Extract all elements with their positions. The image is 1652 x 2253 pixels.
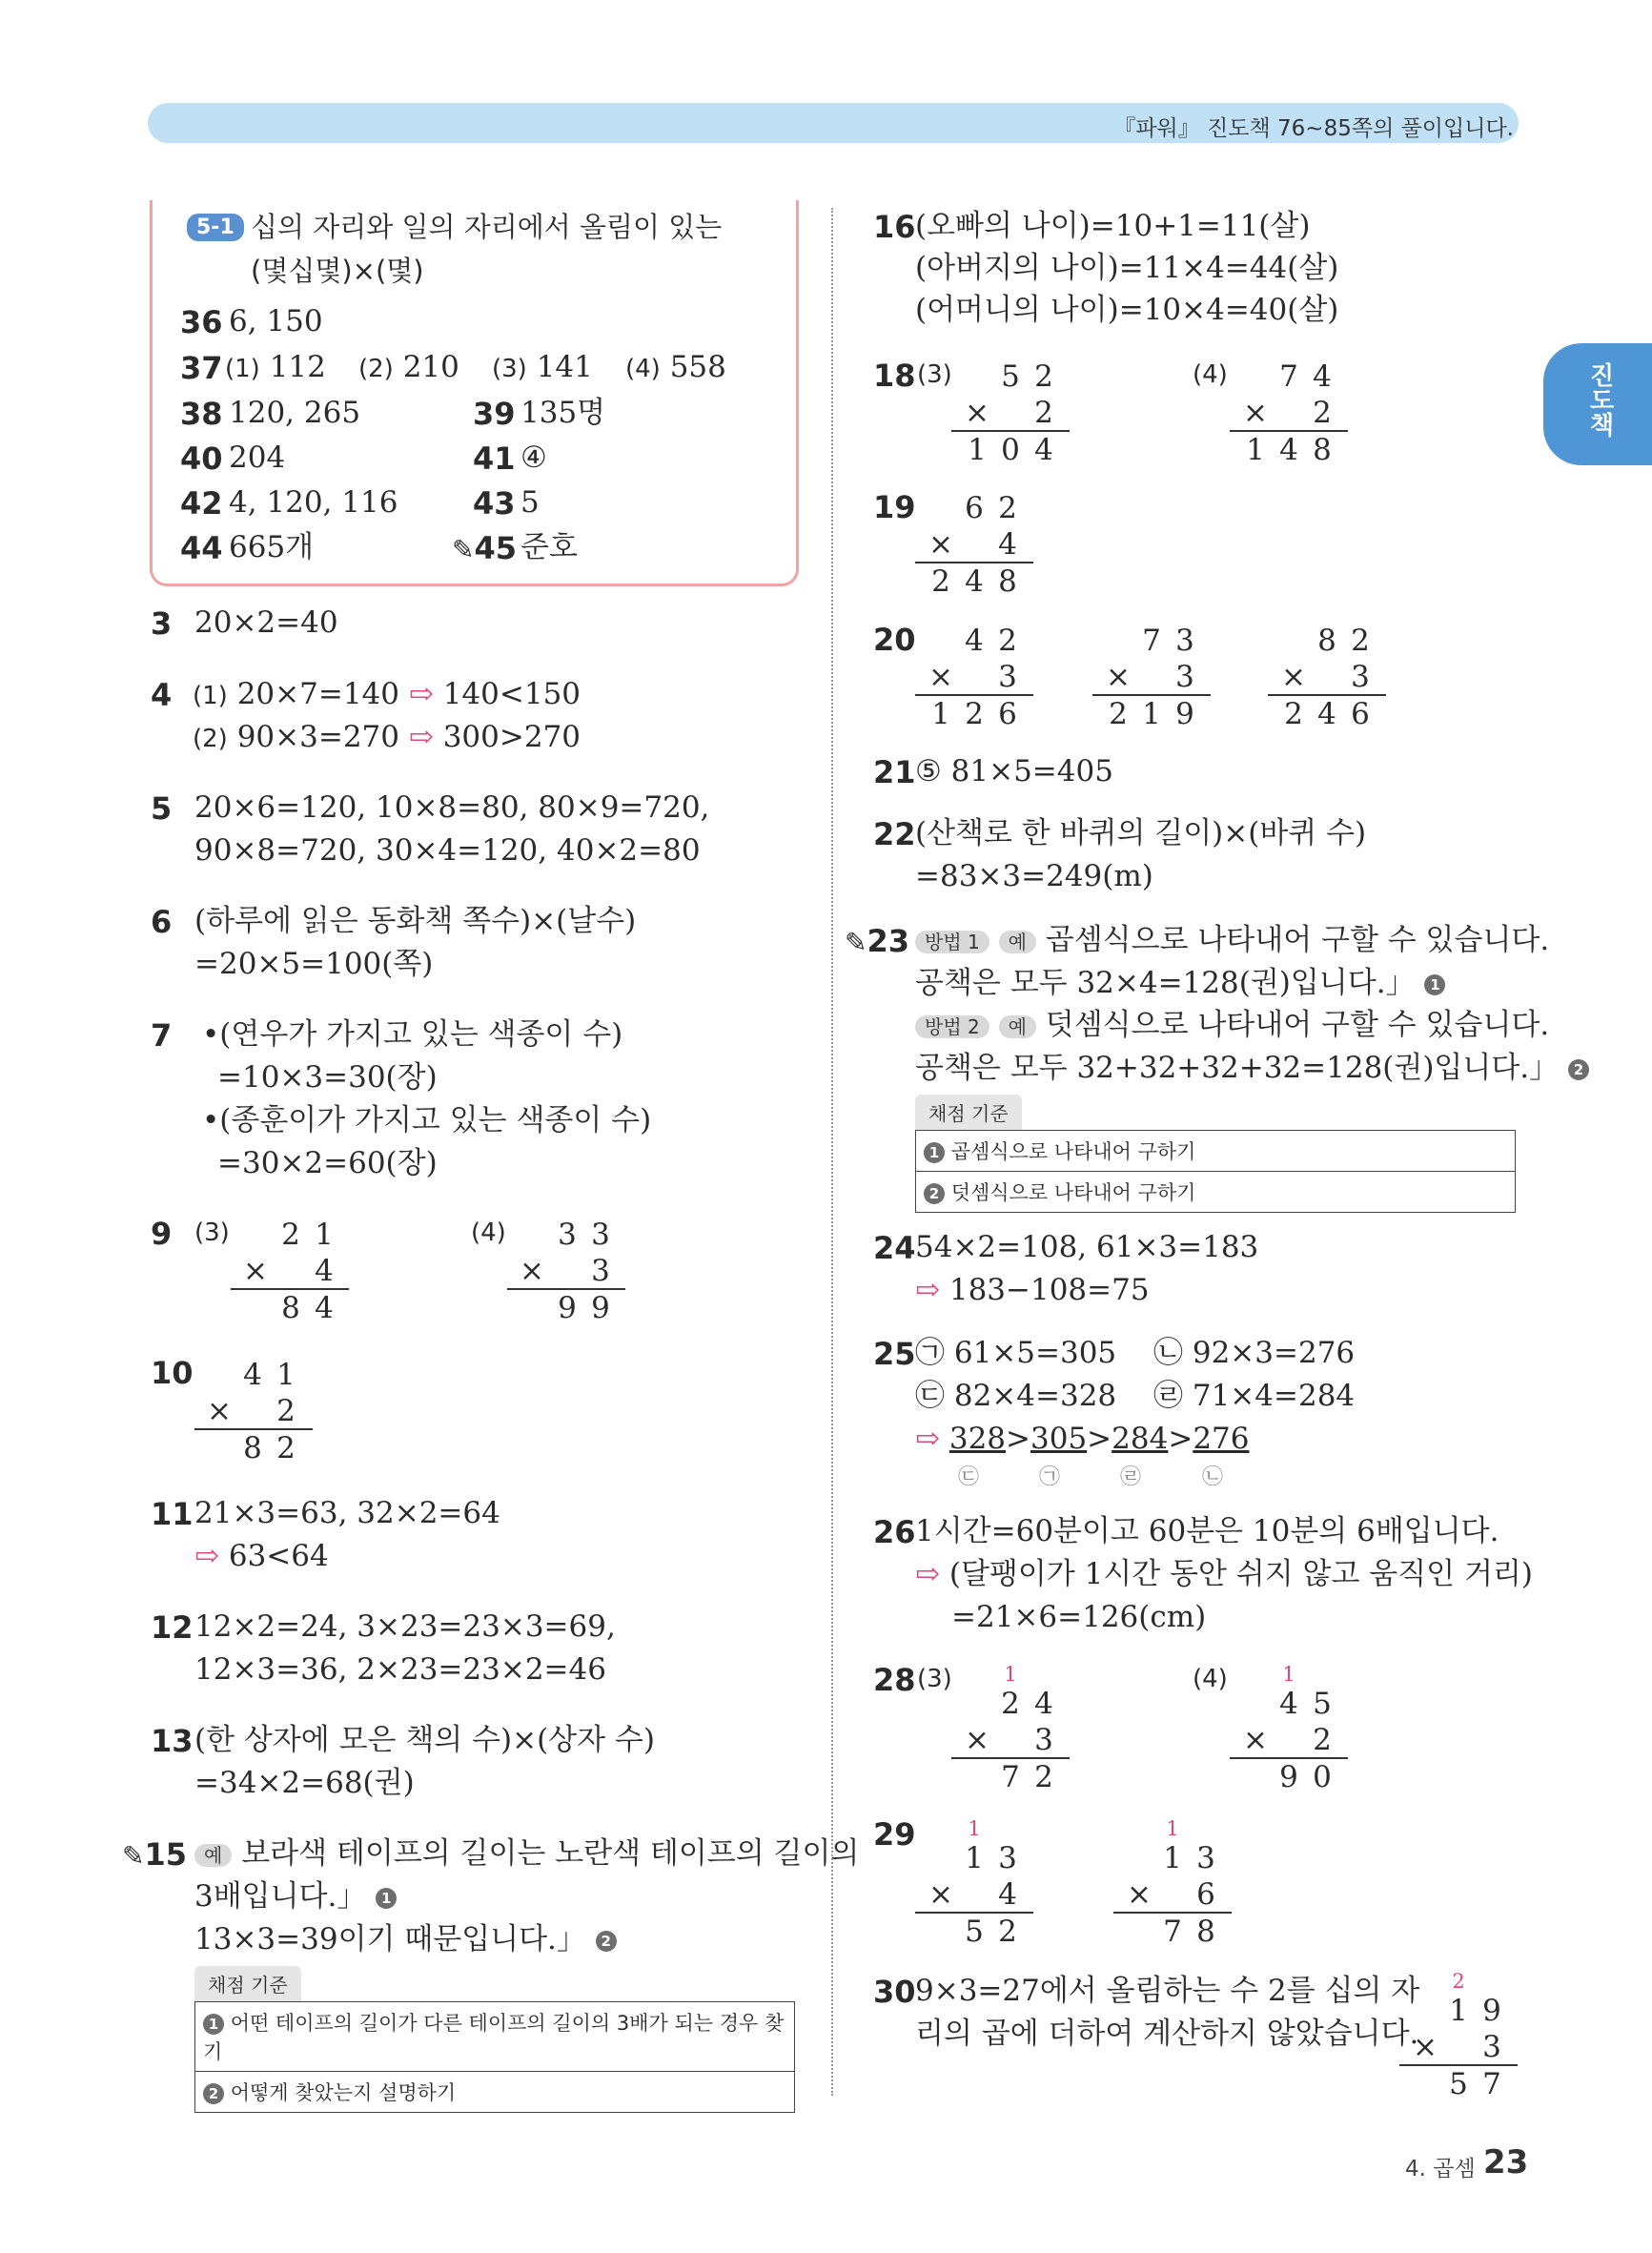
q30-m: 3 [1482,2030,1501,2064]
q29b-r1: 7 [1163,1915,1182,1949]
q28b-t1: 4 [1279,1687,1298,1721]
q15-line1: 예 보라색 테이프의 길이는 노란색 테이프의 길이의 [194,1839,859,1869]
q25-b: ㉡ 92×3=276 [1153,1336,1356,1370]
q20b-r1: 1 [1142,697,1161,731]
q20b-t2: 3 [1175,624,1194,658]
q25-key1: ㉢ [958,1465,980,1489]
q28a-rule [951,1757,1070,1759]
q30-r1: 5 [1449,2067,1468,2101]
q22-line2: =83×3=249(m) [915,859,1153,893]
q30-op: × [1413,2030,1438,2064]
q11-num: 11 [151,1496,194,1532]
q28b-t2: 5 [1313,1687,1332,1721]
q25-order: ⇨ 328>305>284>276 [915,1422,1250,1456]
q7-line4: =30×2=60(장) [217,1146,438,1180]
q37-p3: (3) [492,355,527,383]
q9b-r1: 9 [558,1291,577,1325]
q18b-r0: 1 [1246,433,1265,467]
arrow-icon: ⇨ [915,1422,940,1456]
pen-icon: ✎ [122,1840,145,1872]
q20a-op: × [928,660,953,694]
q18b-rule [1230,430,1348,432]
criteria-row-1: 1 어떤 테이프의 길이가 다른 테이프의 길이의 3배가 되는 경우 찾기 [195,2002,795,2072]
pen-icon: ✎ [845,927,867,958]
q29-num: 29 [873,1816,916,1853]
q21-num: 21 [873,754,916,790]
q29b-t1: 1 [1163,1841,1182,1875]
q23-line4: 공책은 모두 32+32+32+32=128(권)입니다.」 2 [915,1054,1589,1083]
q20c-m: 3 [1351,660,1370,694]
criterion-1-icon: 1 [1424,974,1445,995]
criteria-title: 채점 기준 [915,1095,1022,1130]
q13-num: 13 [151,1723,194,1759]
q28a-carry: 1 [1004,1663,1017,1686]
box-badge: 5-1 [187,214,244,241]
q19-rule [915,562,1033,563]
q12-num: 12 [151,1609,194,1646]
box-title-2: (몇십몇)×(몇) [251,255,424,287]
q10-op: × [207,1394,232,1428]
q24-line1: 54×2=108, 61×3=183 [915,1230,1259,1264]
q9-p3: (3) [194,1219,230,1247]
q20b-op: × [1106,660,1131,694]
q7-line2: =10×3=30(장) [217,1060,438,1095]
q20c-rule [1268,694,1386,696]
q36-num: 36 [180,304,223,340]
q15-line2: 3배입니다.」 1 [194,1882,397,1912]
q20c-r0: 2 [1284,697,1303,731]
q28b-carry: 1 [1282,1663,1295,1686]
q22-line1: (산책로 한 바퀴의 길이)×(바퀴 수) [915,816,1367,850]
q28a-t1: 2 [1001,1687,1020,1721]
q10-t1: 4 [243,1358,262,1392]
q19-r1: 4 [965,564,984,599]
criterion-2-icon: 2 [596,1931,617,1952]
q30-carry: 2 [1452,1970,1465,1993]
q23-num: ✎23 [845,923,909,959]
side-tab-label: 진도책 [1585,362,1614,437]
criteria-row-2: 2 덧셈식으로 나타내어 구하기 [916,1172,1516,1213]
q28b-rule [1230,1757,1348,1759]
q30-t2: 9 [1482,1994,1501,2028]
q28a-op: × [965,1723,989,1757]
q20b-t1: 7 [1142,624,1161,658]
q37-a2: 210 [402,350,459,384]
q25-c: ㉢ 82×4=328 [915,1379,1117,1413]
q11-line1: 21×3=63, 32×2=64 [194,1496,500,1530]
q4-line2: (2) 90×3=270 ⇨ 300>270 [193,720,581,754]
q9-p4: (4) [471,1219,506,1247]
q18a-r2: 4 [1034,433,1053,467]
q7-line3: •(종훈이가 가지고 있는 색종이 수) [202,1103,652,1137]
q9a-t1: 2 [281,1218,300,1252]
q6-line1: (하루에 읽은 동화책 쪽수)×(날수) [194,904,637,938]
q29b-m: 6 [1196,1877,1215,1912]
q9a-t2: 1 [315,1218,334,1252]
q9b-op: × [520,1254,544,1288]
q30-num: 30 [873,1974,916,2010]
q20b-r0: 2 [1109,697,1128,731]
criterion-1-icon: 1 [203,2014,224,2035]
q19-t2: 2 [998,491,1017,525]
q18a-r1: 0 [1001,433,1020,467]
q25-num: 25 [873,1336,916,1372]
q28-p3: (3) [917,1665,952,1693]
q20a-r2: 6 [998,697,1017,731]
q20a-t1: 4 [965,624,984,658]
q37-a1: 112 [269,350,326,384]
example-badge: 예 [194,1844,232,1867]
q40-num: 40 [180,440,223,477]
q9a-rule [231,1288,349,1290]
q41-num: 41 [473,440,516,477]
criteria-row-2: 2 어떻게 찾았는지 설명하기 [195,2072,795,2113]
q9a-r2: 4 [315,1291,334,1325]
q9b-r2: 9 [591,1291,610,1325]
q45-ans: 준호 [520,530,578,564]
q7-line1: •(연우가 가지고 있는 색종이 수) [202,1017,623,1052]
q20c-r1: 4 [1317,697,1336,731]
q5-line2: 90×8=720, 30×4=120, 40×2=80 [194,833,701,868]
q18b-m: 2 [1313,396,1332,430]
q18-p3: (3) [917,360,952,389]
q10-r2: 2 [276,1431,296,1465]
q13-line2: =34×2=68(권) [194,1766,415,1800]
q16-line1: (오빠의 나이)=10+1=11(살) [915,209,1311,243]
method-2-badge: 방법 2 [915,1015,989,1038]
q41-ans: ④ [520,440,547,475]
pen-icon: ✎ [452,534,475,565]
q15-criteria [194,1966,795,2113]
q18b-t2: 4 [1313,359,1332,394]
q16-line3: (어머니의 나이)=10×4=40(살) [915,293,1339,327]
q19-m: 4 [998,527,1017,562]
q3-num: 3 [151,605,173,642]
q10-rule [194,1428,313,1430]
q9b-t1: 3 [558,1218,577,1252]
q20c-r2: 6 [1351,697,1370,731]
q30-rule [1399,2064,1518,2066]
q37-ans4 [625,350,726,384]
arrow-icon: ⇨ [194,1539,219,1573]
q29a-t2: 3 [998,1841,1017,1875]
q20b-m: 3 [1175,660,1194,694]
q37-ans2 [358,350,459,384]
q10-t2: 1 [276,1358,296,1392]
q29a-r1: 5 [965,1915,984,1949]
q19-t1: 6 [965,491,984,525]
q29a-op: × [928,1877,953,1912]
q5-num: 5 [151,790,173,827]
q12-line2: 12×3=36, 2×23=23×2=46 [194,1652,606,1687]
q20-num: 20 [873,622,916,658]
q30-line1: 9×3=27에서 올림하는 수 2를 십의 자 [915,1974,1420,2008]
q10-m: 2 [276,1394,296,1428]
q12-line1: 12×2=24, 3×23=23×3=69, [194,1609,616,1644]
q20a-r0: 1 [931,697,950,731]
q18b-r2: 8 [1313,433,1332,467]
q4-line1: (1) 20×7=140 ⇨ 140<150 [193,677,581,711]
q29b-carry: 1 [1166,1817,1179,1840]
q28a-r2: 2 [1034,1760,1053,1794]
q28a-t2: 4 [1034,1687,1053,1721]
q15-line3: 13×3=39이기 때문입니다.」 2 [194,1925,617,1955]
q45-num: ✎45 [452,530,517,566]
q22-num: 22 [873,816,916,852]
q29a-m: 4 [998,1877,1017,1912]
q42-num: 42 [180,485,223,522]
q25-d: ㉣ 71×4=284 [1153,1379,1356,1413]
criterion-1-icon: 1 [924,1142,945,1163]
q7-num: 7 [151,1017,173,1054]
q38-ans: 120, 265 [229,396,361,430]
q29a-r2: 2 [998,1915,1017,1949]
q44-ans: 665개 [229,530,315,564]
q19-r2: 8 [998,564,1017,599]
column-divider [831,208,833,2096]
q23-criteria [915,1095,1516,1213]
q20a-t2: 2 [998,624,1017,658]
q25-a: ㉠ 61×5=305 [915,1336,1117,1370]
criterion-1-icon: 1 [376,1888,397,1909]
box-title-1: 십의 자리와 일의 자리에서 올림이 있는 [251,211,723,243]
q37-p2: (2) [358,355,394,383]
q37-a3: 141 [536,350,593,384]
example-badge: 예 [999,931,1036,953]
q37-p1: (1) [225,355,260,383]
q23-line3: 방법 2 예 덧셈식으로 나타내어 구할 수 있습니다. [915,1011,1549,1040]
example-badge: 예 [999,1015,1036,1038]
q38-num: 38 [180,396,223,432]
q43-num: 43 [473,485,516,522]
q25-key2: ㉠ [1039,1465,1061,1489]
q29b-t2: 3 [1196,1841,1215,1875]
q20c-t1: 8 [1317,624,1336,658]
arrow-icon: ⇨ [408,720,434,754]
criterion-2-icon: 2 [203,2083,224,2104]
q28b-r2: 0 [1313,1760,1332,1794]
q25-key4: ㉡ [1202,1465,1224,1489]
method-1-badge: 방법 1 [915,931,989,953]
q30-t1: 1 [1449,1994,1468,2028]
q18a-t2: 2 [1034,359,1053,394]
q30-r2: 7 [1482,2067,1501,2101]
q40-ans: 204 [229,440,286,475]
q42-ans: 4, 120, 116 [229,485,398,520]
q37-num: 37 [180,350,223,386]
q6-line2: =20×5=100(쪽) [194,947,434,981]
q39-num: 39 [473,396,516,432]
q9b-t2: 3 [591,1218,610,1252]
q18-num: 18 [873,358,916,394]
q29b-r2: 8 [1196,1915,1215,1949]
q18a-rule [951,430,1070,432]
arrow-icon: ⇨ [408,677,434,711]
q13-line1: (한 상자에 모은 책의 수)×(상자 수) [194,1723,655,1757]
q15-num: ✎15 [122,1836,187,1873]
q9-num: 9 [151,1216,173,1252]
q29a-carry: 1 [968,1817,981,1840]
q18a-r0: 1 [968,433,987,467]
q18a-m: 2 [1034,396,1053,430]
q29a-rule [915,1912,1033,1914]
q3-ans: 20×2=40 [194,605,338,640]
page-number: 23 [1483,2143,1529,2181]
q28-p4: (4) [1193,1665,1228,1693]
q9a-r1: 8 [281,1291,300,1325]
q26-line1: 1시간=60분이고 60분은 10분의 6배입니다. [915,1514,1499,1548]
q4-num: 4 [151,677,173,713]
q37-ans [225,350,326,384]
q16-line2: (아버지의 나이)=11×4=44(살) [915,251,1339,285]
q10-num: 10 [151,1355,194,1391]
q18b-op: × [1243,396,1268,430]
answer-box [150,200,799,586]
q43-ans: 5 [520,485,540,520]
q24-line2: ⇨ 183−108=75 [915,1273,1150,1307]
footer-chapter: 4. 곱셈 [1405,2157,1476,2181]
q20a-r1: 2 [965,697,984,731]
q18-p4: (4) [1193,360,1228,389]
criteria-row-1: 1 곱셈식으로 나타내어 구하기 [916,1131,1516,1172]
q37-p4: (4) [625,355,661,383]
criterion-2-icon: 2 [924,1183,945,1204]
q28b-op: × [1243,1723,1268,1757]
q28a-m: 3 [1034,1723,1053,1757]
q20c-t2: 2 [1351,624,1370,658]
q18b-r1: 4 [1279,433,1298,467]
q23-line2: 공책은 모두 32×4=128(권)입니다.」 1 [915,969,1445,998]
q28b-m: 2 [1313,1723,1332,1757]
q28-num: 28 [873,1662,916,1698]
q29b-op: × [1127,1877,1152,1912]
q25-key3: ㉣ [1120,1465,1142,1489]
q36-ans: 6, 150 [229,304,323,338]
arrow-icon: ⇨ [915,1273,940,1307]
q18a-op: × [965,396,989,430]
q29a-t1: 1 [965,1841,984,1875]
q9b-m: 3 [591,1254,610,1288]
q37-a4: 558 [669,350,726,384]
q5-line1: 20×6=120, 10×8=80, 80×9=720, [194,790,710,825]
q11-line2: ⇨ 63<64 [194,1539,329,1573]
q6-num: 6 [151,904,173,940]
header-title: 『파워』 진도책 76~85쪽의 풀이입니다. [1113,116,1514,141]
q9a-op: × [243,1254,268,1288]
q28a-r1: 7 [1001,1760,1020,1794]
q18b-t1: 7 [1279,359,1298,394]
arrow-icon: ⇨ [915,1557,940,1591]
q26-line2: ⇨ (달팽이가 1시간 동안 쉬지 않고 움직인 거리) [915,1557,1533,1591]
q23-line1: 방법 1 예 곱셈식으로 나타내어 구할 수 있습니다. [915,926,1549,955]
q10-r1: 8 [243,1431,262,1465]
q30-line2: 리의 곱에 더하여 계산하지 않았습니다. [915,2017,1419,2051]
criterion-2-icon: 2 [1568,1059,1589,1080]
q20c-op: × [1281,660,1306,694]
q20a-rule [915,694,1033,696]
q29b-rule [1113,1912,1232,1914]
q20b-r2: 9 [1175,697,1194,731]
q37-ans3 [492,350,593,384]
q26-line3: =21×6=126(cm) [951,1600,1207,1634]
q21-ans: ⑤ 81×5=405 [915,754,1113,789]
criteria-title: 채점 기준 [194,1966,301,2001]
q44-num: 44 [180,530,223,566]
q39-ans: 135명 [520,396,606,430]
q26-num: 26 [873,1514,916,1550]
q19-op: × [928,527,953,562]
q19-num: 19 [873,489,916,525]
q9a-m: 4 [315,1254,334,1288]
q24-num: 24 [873,1230,916,1266]
q20b-rule [1092,694,1211,696]
q9b-rule [507,1288,625,1290]
q18a-t1: 5 [1001,359,1020,394]
q16-num: 16 [873,209,916,245]
q28b-r1: 9 [1279,1760,1298,1794]
q20a-m: 3 [998,660,1017,694]
q19-r0: 2 [931,564,950,599]
